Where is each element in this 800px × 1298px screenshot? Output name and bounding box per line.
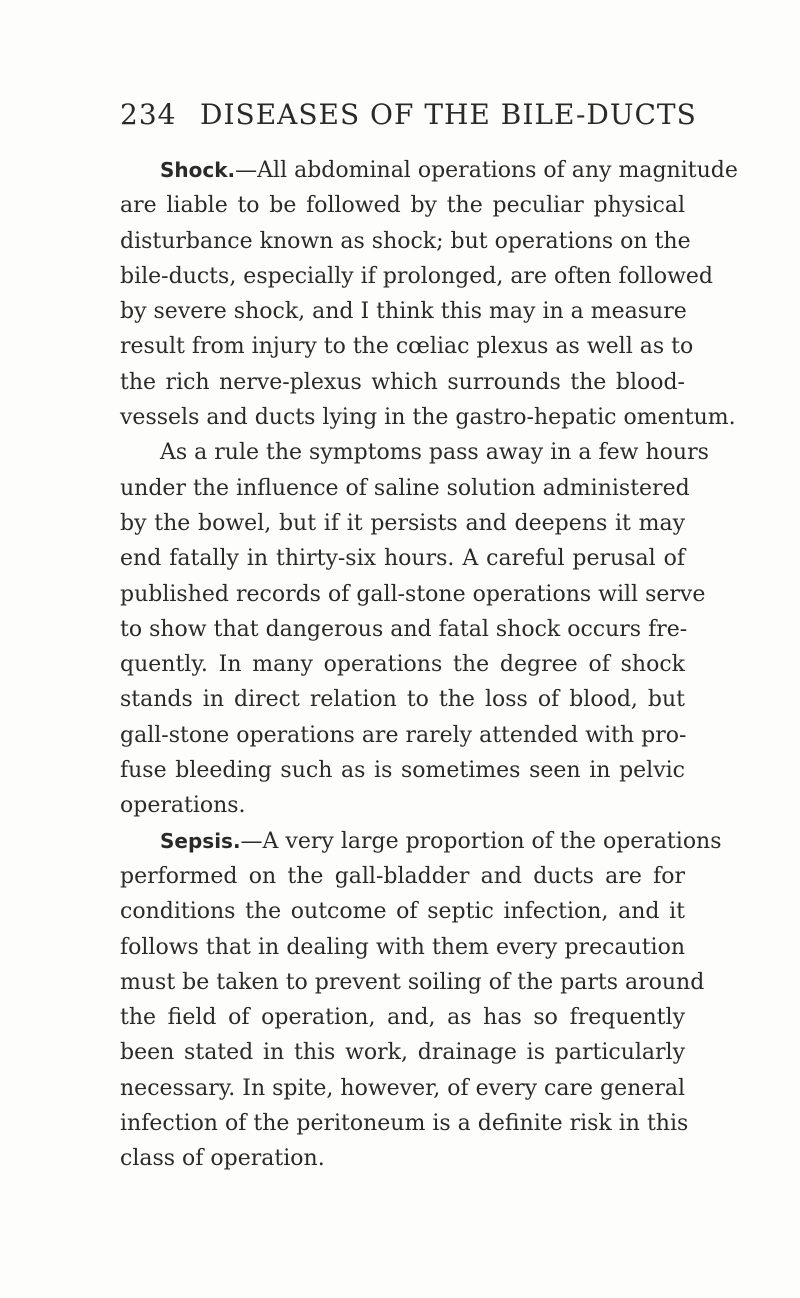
text-line: the rich nerve-plexus which surrounds the blood-: [120, 369, 685, 395]
text-line: stands in direct relation to the loss of blood, but: [120, 687, 685, 713]
text-line: necessary. In spite, however, of every care general: [120, 1075, 685, 1101]
text-line: operations.: [120, 793, 246, 819]
body-text: [120, 153, 738, 1177]
text-line: the field of operation, and, as has so frequently: [120, 1005, 685, 1031]
text-line: result from injury to the cœliac plexus as well as to: [120, 334, 694, 360]
text-line: infection of the peritoneum is a definite risk in this: [120, 1111, 689, 1137]
text-line: conditions the outcome of septic infection, and it: [120, 899, 685, 925]
text-line: Sepsis.—A very large proportion of the operations: [160, 828, 722, 854]
text-line: are liable to be followed by the peculiar physical: [120, 193, 685, 219]
running-head-title: DISEASES OF THE BILE-DUCTS: [200, 98, 697, 131]
text-line: gall-stone operations are rarely attended with pro-: [120, 722, 687, 748]
text-line: published records of gall-stone operations will serve: [120, 581, 706, 607]
text-line: under the influence of saline solution administered: [120, 475, 690, 501]
text-line: performed on the gall-bladder and ducts are for: [120, 863, 685, 889]
running-head: [120, 98, 697, 142]
text-line: class of operation.: [120, 1146, 325, 1172]
text-line: quently. In many operations the degree of shock: [120, 652, 685, 678]
text-line: end fatally in thirty-six hours. A careful perusal of: [120, 546, 685, 572]
text-line: by the bowel, but if it persists and deepens it may: [120, 510, 685, 536]
text-line: disturbance known as shock; but operations on the: [120, 228, 691, 254]
text-line: vessels and ducts lying in the gastro-hepatic omentum.: [120, 405, 736, 431]
text-line: to show that dangerous and fatal shock occurs fre-: [120, 616, 688, 642]
section-heading-sepsis: Sepsis.: [160, 828, 241, 853]
text-line: bile-ducts, especially if prolonged, are often followed: [120, 263, 714, 289]
text-line: fuse bleeding such as is sometimes seen in pelvic: [120, 758, 685, 784]
text-line: As a rule the symptoms pass away in a few hours: [160, 440, 709, 466]
text-line: been stated in this work, drainage is particularly: [120, 1040, 685, 1066]
page-number: 234: [120, 98, 177, 131]
text-line: must be taken to prevent soiling of the parts around: [120, 969, 705, 995]
text-line: follows that in dealing with them every precaution: [120, 934, 685, 960]
text-line: by severe shock, and I think this may in a measure: [120, 299, 687, 325]
section-heading-shock: Shock.: [160, 158, 236, 182]
text-line: Shock.—All abdominal operations of any magnitude: [160, 158, 738, 183]
